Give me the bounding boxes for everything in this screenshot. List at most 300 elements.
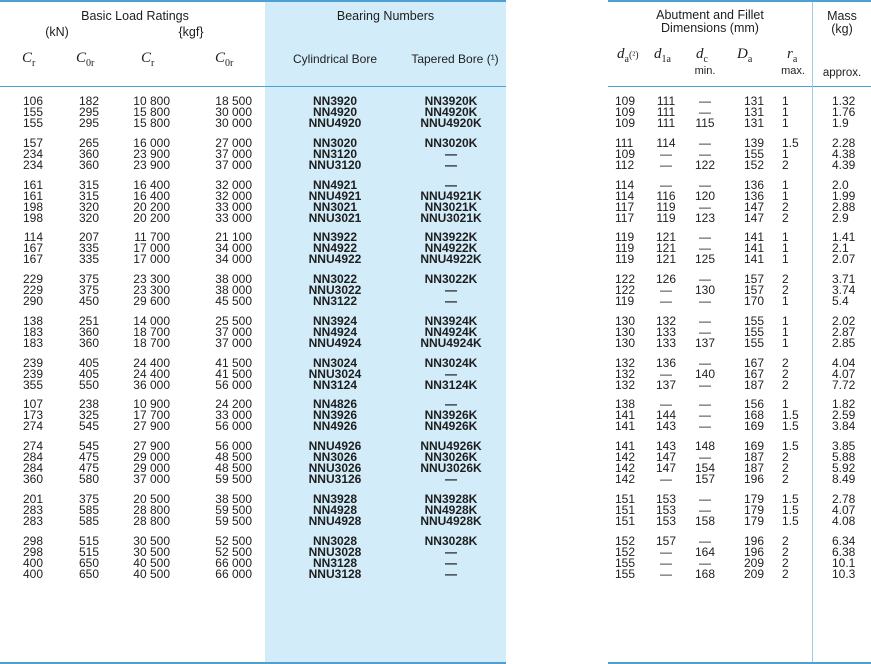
cell-cor-kn: 335	[78, 241, 99, 256]
cell-d1a: 136	[655, 355, 677, 370]
cell-tapered-bore: —	[445, 544, 457, 559]
cell-d1a: —	[660, 294, 672, 309]
mass-unit: (kg)	[831, 22, 853, 36]
cell-cr-kn: 161	[22, 188, 43, 203]
cell-dc: —	[699, 241, 711, 256]
cell-da: 117	[615, 210, 635, 225]
cell-cylindrical-bore: NN4922	[312, 241, 358, 256]
cell-tapered-bore: —	[445, 566, 457, 581]
cell-ra: 2	[782, 472, 789, 487]
cell-cr-kn: 355	[22, 377, 43, 392]
cell-mass: 2.59	[832, 408, 856, 423]
cell-cr-kn: 239	[22, 366, 43, 381]
cell-Da: 147	[744, 210, 765, 225]
cell-cylindrical-bore: NN4921	[312, 177, 358, 192]
cell-da: 109	[615, 94, 636, 108]
cell-cr-kn: 201	[22, 491, 43, 506]
cell-ra: 1.5	[782, 502, 799, 517]
cell-da: 132	[615, 377, 636, 392]
cell-cylindrical-bore: NN3028	[312, 533, 358, 548]
cell-ra: 1.5	[782, 135, 799, 150]
cell-cylindrical-bore: NNU3026	[308, 461, 362, 476]
cell-Da: 209	[744, 555, 765, 570]
cell-cor-kgf: 33 000	[215, 210, 252, 225]
cell-dc: —	[699, 502, 711, 517]
cell-cor-kn: 475	[78, 461, 99, 476]
cell-cor-kn: 251	[78, 313, 99, 328]
cell-cor-kgf: 34 000	[215, 241, 252, 256]
cell-cor-kn: 650	[78, 555, 99, 570]
cell-dc: 140	[694, 366, 716, 381]
cell-tapered-bore: NNU4922K	[420, 252, 482, 267]
cell-cor-kgf: 56 000	[215, 377, 252, 392]
cell-tapered-bore: NNU3026K	[420, 461, 482, 476]
cell-ra: 1	[782, 146, 789, 161]
cell-cr-kn: 290	[22, 294, 43, 309]
cell-Da: 156	[744, 397, 765, 412]
cell-cr-kn: 298	[22, 533, 43, 548]
cell-Da: 170	[744, 294, 765, 309]
cell-Da: 131	[744, 94, 765, 108]
cell-ra: 1	[782, 94, 789, 108]
cell-cr-kgf: 40 500	[133, 566, 170, 581]
cell-Da: 155	[744, 324, 765, 339]
cell-da: 119	[615, 230, 635, 245]
cell-ra: 2	[782, 366, 789, 381]
cell-cr-kgf: 15 800	[133, 105, 170, 119]
cell-cor-kgf: 21 100	[215, 230, 252, 245]
cell-ra: 1.5	[782, 514, 799, 528]
cell-Da: 169	[744, 439, 765, 454]
cell-dc: 154	[694, 461, 716, 476]
cell-Da: 209	[744, 566, 765, 581]
cell-cr-kn: 155	[22, 105, 43, 119]
cell-ra: 1.5	[782, 419, 799, 434]
cell-cor-kn: 450	[78, 294, 99, 309]
cell-ra: 2	[782, 533, 789, 548]
cell-Da: 141	[744, 252, 765, 267]
col-cylindrical-bore: Cylindrical Bore	[292, 52, 378, 66]
cell-cr-kn: 157	[22, 135, 43, 150]
cell-mass: 10.3	[832, 566, 856, 581]
cell-cor-kgf: 30 000	[215, 116, 252, 131]
cell-cr-kn: 283	[22, 514, 43, 528]
cell-cr-kgf: 17 000	[133, 241, 170, 256]
cell-dc: 164	[694, 544, 716, 559]
cell-dc: —	[699, 533, 711, 548]
cell-tapered-bore: —	[445, 397, 457, 412]
cell-Da: 168	[744, 408, 765, 423]
cell-tapered-bore: NN3124K	[424, 377, 478, 392]
cell-cr-kgf: 20 200	[133, 199, 170, 214]
cell-cylindrical-bore: NN3026	[312, 450, 358, 465]
cell-dc: 148	[694, 439, 716, 454]
cell-Da: 141	[744, 241, 765, 256]
cell-ra: 1	[782, 324, 789, 339]
cell-ra: 2	[782, 157, 789, 172]
cell-cor-kgf: 48 500	[215, 450, 252, 465]
cell-Da: 141	[744, 230, 765, 245]
cell-da: 122	[615, 272, 636, 287]
cell-da: 151	[615, 502, 636, 517]
cell-cr-kgf: 36 000	[133, 377, 170, 392]
cell-da: 109	[615, 146, 636, 161]
cell-mass: 2.28	[832, 135, 856, 150]
cell-ra: 2	[782, 544, 789, 559]
cell-cor-kn: 360	[78, 324, 99, 339]
cell-dc: 158	[694, 514, 716, 528]
cell-cr-kgf: 29 000	[133, 461, 170, 476]
cell-d1a: 119	[656, 210, 676, 225]
cell-cr-kgf: 17 700	[133, 408, 170, 423]
cell-dc: —	[699, 408, 711, 423]
cell-cylindrical-bore: NNU3128	[308, 566, 362, 581]
cell-cr-kn: 167	[22, 252, 43, 267]
cell-cr-kn: 239	[22, 355, 43, 370]
cell-d1a: 153	[655, 491, 677, 506]
cell-dc: 130	[694, 283, 716, 298]
cell-d1a: —	[660, 544, 672, 559]
cell-cr-kgf: 10 900	[133, 397, 170, 412]
cell-d1a: 111	[656, 116, 676, 131]
cell-mass: 10.1	[832, 555, 856, 570]
cell-da: 109	[615, 105, 636, 119]
cell-cor-kn: 320	[78, 199, 99, 214]
cell-ra: 2	[782, 377, 789, 392]
cell-Da: 136	[744, 177, 765, 192]
cell-cylindrical-bore: NN3120	[312, 146, 358, 161]
cell-da: 130	[615, 335, 636, 350]
cell-cr-kn: 234	[22, 146, 43, 161]
cell-cr-kn: 138	[22, 313, 43, 328]
cell-ra: 2	[782, 210, 789, 225]
cell-dc: —	[699, 294, 711, 309]
cell-cr-kn: 173	[22, 408, 43, 423]
cell-tapered-bore: NN3028K	[424, 533, 478, 548]
cell-mass: 1.41	[832, 230, 856, 245]
cell-tapered-bore: —	[445, 294, 457, 309]
cell-ra: 1	[782, 252, 789, 267]
cell-cor-kn: 295	[78, 116, 99, 131]
cell-dc: 125	[694, 252, 716, 267]
cell-cr-kn: 284	[22, 450, 43, 465]
cell-cylindrical-bore: NNU4920	[308, 116, 362, 131]
cell-cor-kn: 320	[78, 210, 99, 225]
cell-cr-kn: 274	[22, 439, 43, 454]
cell-cor-kgf: 59 500	[215, 472, 252, 487]
cell-cr-kgf: 20 500	[133, 491, 170, 506]
mass-divider	[812, 2, 813, 662]
cell-tapered-bore: NN3021K	[424, 199, 478, 214]
cell-cr-kgf: 20 200	[133, 210, 170, 225]
cell-cr-kgf: 10 800	[133, 94, 170, 108]
cell-cor-kn: 315	[78, 177, 99, 192]
cell-cor-kn: 360	[78, 146, 99, 161]
cell-cylindrical-bore: NNU4928	[308, 514, 362, 528]
cell-d1a: 147	[655, 450, 677, 465]
cell-tapered-bore: NN3020K	[424, 135, 478, 150]
cell-cor-kgf: 37 000	[215, 324, 252, 339]
cell-mass: 5.88	[832, 450, 856, 465]
cell-da: 112	[615, 157, 635, 172]
cell-cylindrical-bore: NNU4921	[308, 188, 362, 203]
cell-d1a: —	[660, 566, 672, 581]
cell-cr-kn: 155	[22, 116, 43, 131]
cell-tapered-bore: NNU4921K	[420, 188, 482, 203]
cell-d1a: 114	[656, 135, 676, 150]
cell-cr-kgf: 29 600	[133, 294, 170, 309]
unit-kgf: {kgf}	[178, 25, 204, 39]
cell-tapered-bore: NN4920K	[424, 105, 478, 119]
cell-Da: 139	[744, 135, 765, 150]
cell-cor-kgf: 25 500	[215, 313, 252, 328]
cell-cr-kn: 284	[22, 461, 43, 476]
cell-cr-kgf: 24 400	[133, 355, 170, 370]
cell-cr-kgf: 15 800	[133, 116, 170, 131]
cell-ra: 1	[782, 241, 789, 256]
cell-tapered-bore: —	[445, 283, 457, 298]
cell-cr-kn: 298	[22, 544, 43, 559]
cell-d1a: 116	[656, 188, 676, 203]
cell-cr-kgf: 40 500	[133, 555, 170, 570]
cell-cr-kgf: 30 500	[133, 533, 170, 548]
cell-cylindrical-bore: NNU3024	[308, 366, 362, 381]
cell-cr-kn: 283	[22, 502, 43, 517]
cell-cylindrical-bore: NN3922	[312, 230, 358, 245]
cell-cor-kgf: 37 000	[215, 335, 252, 350]
cell-ra: 1.5	[782, 439, 799, 454]
cell-cor-kn: 265	[78, 135, 99, 150]
cell-cor-kgf: 34 000	[215, 252, 252, 267]
col-tapered-bore: Tapered Bore (¹)	[411, 52, 499, 66]
cell-Da: 131	[744, 116, 765, 131]
header-rule-left	[0, 86, 506, 87]
cell-da: 152	[615, 544, 636, 559]
cell-mass: 2.87	[832, 324, 856, 339]
cell-da: 152	[615, 533, 636, 548]
cell-dc: —	[699, 135, 711, 150]
cell-dc: 157	[694, 472, 716, 487]
cell-da: 117	[615, 199, 635, 214]
cell-cr-kn: 183	[22, 324, 43, 339]
cell-tapered-bore: NN3922K	[424, 230, 478, 245]
cell-ra: 2	[782, 461, 789, 476]
cell-tapered-bore: NN3928K	[424, 491, 478, 506]
cell-cr-kn: 229	[22, 272, 43, 287]
cell-Da: 187	[744, 450, 765, 465]
cell-d1a: 111	[656, 94, 676, 108]
cell-mass: 1.82	[832, 397, 856, 412]
cell-ra: 1	[782, 105, 789, 119]
cell-cr-kgf: 18 700	[133, 324, 170, 339]
cell-cor-kn: 207	[78, 230, 99, 245]
cell-mass: 3.71	[832, 272, 856, 287]
cell-d1a: 133	[655, 335, 677, 350]
cell-tapered-bore: NNU4926K	[420, 439, 482, 454]
cell-cor-kgf: 33 000	[215, 199, 252, 214]
cell-da: 114	[615, 177, 635, 192]
cell-cor-kn: 360	[78, 157, 99, 172]
cell-d1a: —	[660, 157, 672, 172]
cell-Da: 179	[744, 514, 765, 528]
cell-cylindrical-bore: NNU3021	[308, 210, 362, 225]
cell-da: 151	[615, 514, 636, 528]
cell-tapered-bore: —	[445, 146, 457, 161]
col-Da: $D_a$	[737, 46, 753, 65]
cell-tapered-bore: —	[445, 472, 457, 487]
cell-da: 142	[615, 450, 636, 465]
cell-d1a: 121	[655, 230, 677, 245]
cell-cor-kn: 545	[78, 419, 99, 434]
cell-ra: 2	[782, 355, 789, 370]
cell-cr-kgf: 27 900	[133, 439, 170, 454]
cell-cylindrical-bore: NN3926	[312, 408, 358, 423]
cell-tapered-bore: NN3022K	[424, 272, 478, 287]
cell-da: 130	[615, 324, 636, 339]
cell-cylindrical-bore: NN3122	[312, 294, 358, 309]
cell-cor-kgf: 27 000	[215, 135, 252, 150]
cell-dc: 122	[694, 157, 716, 172]
cell-cylindrical-bore: NN3020	[312, 135, 358, 150]
cell-cor-kn: 515	[78, 544, 99, 559]
cell-mass: 4.07	[832, 366, 856, 381]
cell-dc: —	[699, 272, 711, 287]
cell-cr-kgf: 29 000	[133, 450, 170, 465]
cell-ra: 2	[782, 199, 789, 214]
cell-mass: 3.84	[832, 419, 856, 434]
cell-cr-kgf: 18 700	[133, 335, 170, 350]
cell-ra: 2	[782, 566, 789, 581]
cell-cor-kn: 475	[78, 450, 99, 465]
col-d1a: $d_{1a}$	[654, 46, 671, 65]
cell-cylindrical-bore: NN3024	[312, 355, 358, 370]
cell-cr-kgf: 24 400	[133, 366, 170, 381]
cell-ra: 1	[782, 188, 789, 203]
cell-mass: 3.85	[832, 439, 856, 454]
cell-mass: 4.38	[832, 146, 856, 161]
cell-cylindrical-bore: NNU3028	[308, 544, 362, 559]
cell-tapered-bore: NNU4924K	[420, 335, 482, 350]
cell-cor-kgf: 52 500	[215, 533, 252, 548]
cell-dc: 123	[694, 210, 716, 225]
cell-cr-kgf: 23 300	[133, 272, 170, 287]
cell-tapered-bore: —	[445, 555, 457, 570]
cell-cor-kgf: 32 000	[215, 188, 252, 203]
cell-Da: 187	[744, 461, 765, 476]
cell-cor-kgf: 18 500	[215, 94, 252, 108]
cell-d1a: 157	[655, 533, 677, 548]
col-cr-kgf: $C_r$	[141, 50, 155, 69]
cell-d1a: 144	[655, 408, 677, 423]
col-cor-kn: $C_{0r}$	[76, 50, 95, 69]
cell-cor-kgf: 33 000	[215, 408, 252, 423]
cell-cr-kn: 400	[22, 555, 43, 570]
cell-da: 130	[615, 313, 636, 328]
cell-cor-kn: 295	[78, 105, 99, 119]
cell-cor-kn: 315	[78, 188, 99, 203]
cell-d1a: 121	[655, 252, 677, 267]
cell-cor-kgf: 59 500	[215, 502, 252, 517]
cell-cr-kn: 107	[22, 397, 43, 412]
cell-da: 151	[615, 491, 636, 506]
cell-Da: 169	[744, 419, 765, 434]
cell-tapered-bore: NN3924K	[424, 313, 478, 328]
cell-dc: —	[699, 94, 711, 108]
cell-cylindrical-bore: NN4924	[312, 324, 358, 339]
cell-cor-kn: 375	[78, 283, 99, 298]
cell-cor-kgf: 52 500	[215, 544, 252, 559]
top-rule-right	[608, 0, 871, 2]
cell-da: 109	[615, 116, 636, 131]
cell-cor-kgf: 66 000	[215, 566, 252, 581]
cell-tapered-bore: NN3024K	[424, 355, 478, 370]
cell-dc: —	[699, 355, 711, 370]
cell-da: 119	[615, 294, 635, 309]
cell-cor-kgf: 32 000	[215, 177, 252, 192]
col-da: $d_a(^2)$	[617, 46, 639, 65]
cell-cylindrical-bore: NN4926	[312, 419, 358, 434]
cell-dc: —	[699, 377, 711, 392]
top-rule-left	[0, 0, 506, 2]
cell-dc: —	[699, 397, 711, 412]
cell-dc: —	[699, 177, 711, 192]
cell-cor-kn: 182	[78, 94, 99, 108]
cell-dc: —	[699, 419, 711, 434]
cell-cylindrical-bore: NN3920	[312, 94, 358, 108]
cell-dc: —	[699, 230, 711, 245]
cell-d1a: 147	[655, 461, 677, 476]
cell-dc: 137	[694, 335, 716, 350]
cell-da: 141	[615, 408, 636, 423]
cell-cor-kn: 375	[78, 491, 99, 506]
cell-ra: 2	[782, 555, 789, 570]
cell-mass: 7.72	[832, 377, 856, 392]
col-dc: $d_c$	[696, 46, 708, 65]
cell-da: 119	[615, 241, 635, 256]
cell-cor-kgf: 38 000	[215, 272, 252, 287]
cell-cor-kgf: 59 500	[215, 514, 252, 528]
cell-da: 111	[615, 135, 634, 150]
cell-da: 138	[615, 397, 636, 412]
cell-dc: —	[699, 313, 711, 328]
cell-Da: 187	[744, 377, 765, 392]
cell-mass: 3.74	[832, 283, 856, 298]
cell-tapered-bore: —	[445, 177, 457, 192]
cell-cylindrical-bore: NN3021	[312, 199, 358, 214]
cell-mass: 2.02	[832, 313, 856, 328]
cell-da: 119	[615, 252, 635, 267]
cell-cor-kn: 550	[78, 377, 99, 392]
cell-cor-kn: 515	[78, 533, 99, 548]
cell-cr-kn: 360	[22, 472, 43, 487]
cell-da: 132	[615, 355, 636, 370]
cell-cr-kgf: 23 900	[133, 146, 170, 161]
cell-cylindrical-bore: NNU3022	[308, 283, 362, 298]
cell-Da: 155	[744, 335, 765, 350]
header-rule-right	[608, 86, 871, 87]
cell-cor-kgf: 41 500	[215, 355, 252, 370]
cell-cr-kn: 161	[22, 177, 43, 192]
cell-d1a: —	[660, 366, 672, 381]
cell-cr-kgf: 23 900	[133, 157, 170, 172]
cell-mass: 2.9	[832, 210, 849, 225]
col-ra: $r_a$	[787, 46, 798, 65]
cell-cor-kn: 405	[78, 366, 99, 381]
abutment-title-2: Dimensions (mm)	[661, 21, 759, 35]
cell-d1a: 153	[655, 514, 677, 528]
cell-dc: —	[699, 324, 711, 339]
cell-mass: 2.07	[832, 252, 856, 267]
